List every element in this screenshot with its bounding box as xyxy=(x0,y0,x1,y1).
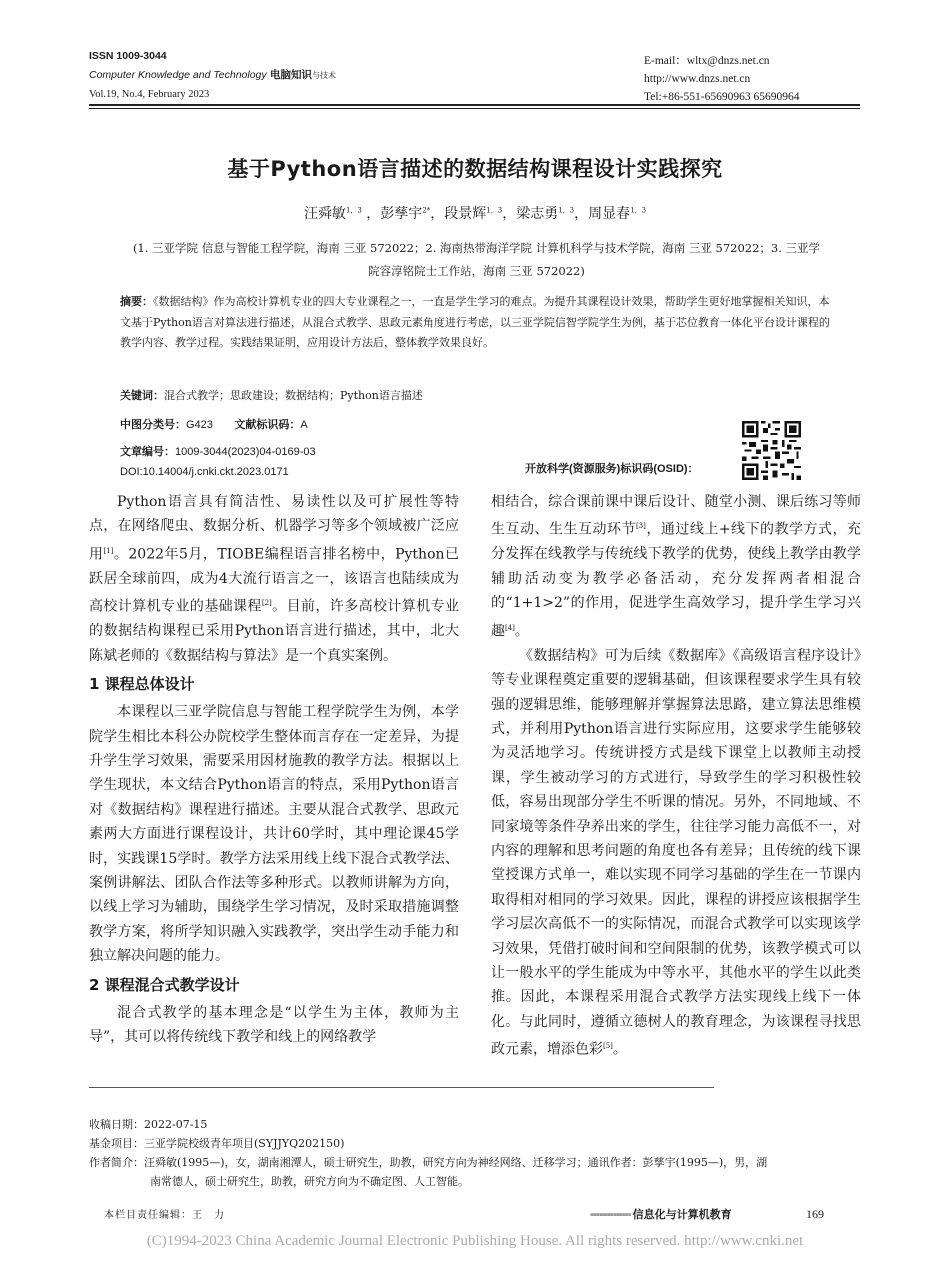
column-editor: 本栏目责任编辑：王 力 xyxy=(104,1210,225,1221)
journal-header-right xyxy=(644,52,800,106)
funding: 基金项目：三亚学院校级青年项目(SYJJYQ202150) xyxy=(89,1137,345,1150)
author: 梁志勇 xyxy=(516,206,559,222)
header-rule-thin xyxy=(89,108,860,109)
author: 段景辉 xyxy=(444,206,487,222)
osid-label: 开放科学(资源服务)标识码(OSID)： xyxy=(525,463,699,475)
citation[interactable]: [4] xyxy=(505,623,515,632)
section-heading: 1 课程总体设计 xyxy=(89,675,195,694)
abstract: 摘要：《数据结构》作为高校计算机专业的四大专业课程之一，一直是学生学习的难点。为提升其课程设计效果，帮助学生更好地掌握相关知识，本文基于Python语言对算法进行描述，从混合式教学、思政元素角度进行考虑，以三亚学院信智学院学生为例，基于芯位教育一体化平台设计课程的教学内容、教学过程。实践结果证明，应用设计方法后，整体教学效果良好。 xyxy=(120,295,830,349)
paper-title: 基于Python语言描述的数据结构课程设计实践探究 xyxy=(227,157,723,181)
body-column-left xyxy=(89,490,459,1049)
journal-section-tag: ▪▪▪▪▪▪▪▪▪▪▪▪▪▪ 信息化与计算机教育 xyxy=(590,1209,732,1221)
citation[interactable]: [1] xyxy=(103,546,114,555)
doi: DOI:10.14004/j.cnki.ckt.2023.0171 xyxy=(120,466,289,478)
website: http://www.dnzs.net.cn xyxy=(644,73,751,85)
affiliations: (1. 三亚学院 信息与智能工程学院，海南 三亚 572022；2. 海南热带海洋学院 计算机科学与技术学院，海南 三亚 572022；3. 三亚学 院容淳铭院士工作站，海南 三亚 572022) xyxy=(132,241,821,278)
author-bio: 作者简介：汪舜敏(1995—)，女，湖南湘潭人，硕士研究生，助教，研究方向为神经网络、迁移学习；通讯作者：彭孳宇(1995—)，男，湖 xyxy=(89,1156,768,1169)
paragraph: 《数据结构》可为后续《数据库》《高级语言程序设计》等专业课程奠定重要的逻辑基础，但该课程要求学生具有较强的逻辑思维，能够理解并掌握算法思路，建立算法思维模式，并利用Python语言进行实际应用，这要求学生能够较为灵活地学习。传统讲授方式是线下课堂上以教师主动授课，学生被动学习的方式进行，导致学生的学习积极性较低，容易出现部分学生不听课的情况。另外，不同地域、不同家境等条件孕养出来的学生，往往学习能力高低不一，对内容的理解和思考问题的角度也各有差异；且传统的线下课堂授课方式单一，难以实现不同学习基础的学生在一节课内取得相对相同的学习效果。因此，课程的讲授应该根据学生学习层次高低不一的实际情况，而混合式教学可以实现该学习效果，凭借打破时间和空间限制的优势，该教学模式可以让一般水平的学生能成为中等水平，其他水平的学生以此类推。因此，本课程采用混合式教学方法实现线上线下一体化。与此同时，遵循立德树人的教育理念，为该课程寻找思政元素，增添色彩[5]。 xyxy=(491,647,861,1058)
article-number: 文章编号：1009-3044(2023)04-0169-03 xyxy=(120,446,316,458)
paragraph: 相结合，综合课前课中课后设计、随堂小测、课后练习等师生互动、生生互动环节[3]，通过线上+线下的教学方式，充分发挥在线教学与传统线下教学的优势，使线上教学由教学辅助活动变为教学必备活动，充分发挥两者相混合的“1+1>2”的作用，促进学生高效学习，提升学生学习兴趣[4]。 xyxy=(491,494,861,640)
footnotes xyxy=(89,1115,864,1191)
journal-name: Computer Knowledge and Technology 电脑知识与技术 xyxy=(89,69,336,81)
qr-code-icon[interactable] xyxy=(742,421,801,480)
author: 周显春 xyxy=(588,206,631,222)
author: 彭孳宇 xyxy=(380,206,423,222)
citation[interactable]: [5] xyxy=(603,1042,613,1051)
journal-header-left xyxy=(89,47,336,104)
paragraph: Python语言具有简洁性、易读性以及可扩展性等特点，在网络爬虫、数据分析、机器学习等多个领域被广泛应用[1]。2022年5月，TIOBE编程语言排名榜中，Python已跃居全球前四，成为4大流行语言之一，该语言也陆续成为高校计算机专业的基础课程[2]。目前，许多高校计算机专业的数据结构课程已采用Python语言进行描述，其中，北大陈斌老师的《数据结构与算法》是一个真实案例。 xyxy=(89,494,460,664)
footnote-rule xyxy=(89,1087,714,1088)
dots-decoration: ▪▪▪▪▪▪▪▪▪▪▪▪▪▪ xyxy=(590,1209,633,1221)
email: E-mail：wltx@dnzs.net.cn xyxy=(644,55,770,67)
page-number: 169 xyxy=(806,1207,824,1221)
volume: Vol.19, No.4, February 2023 xyxy=(89,89,210,100)
citation[interactable]: [3] xyxy=(635,522,646,531)
citation[interactable]: [2] xyxy=(261,599,272,608)
paragraph: 本课程以三亚学院信息与智能工程学院学生为例，本学院学生相比本科公办院校学生整体而言存在一定差异，为提升学生学习效果，需要采用因材施教的教学方法。根据以上学生现状，本文结合Python语言的特点，采用Python语言对《数据结构》课程进行描述。主要从混合式教学、思政元素两大方面进行课程设计，共计60学时，其中理论课45学时，实践课15学时。教学方法采用线上线下混合式教学法、案例讲解法、团队合作法等多种形式。以教师讲解为方向，以线上学习为辅助，围绕学生学习情况，及时采取措施调整教学方案，将所学知识融入实践教学，突出学生动手能力和独立解决问题的能力。 xyxy=(89,704,459,965)
classification-code: 中图分类号：G423 文献标识码：A xyxy=(120,419,308,431)
issn: ISSN 1009-3044 xyxy=(89,50,167,62)
author-list: 汪舜敏$^{1,3}$ ，彭孳宇$^{2*}$，段景辉$^{1,3}$，梁志勇$^{1,3}$，周显春$^{1,3}$ xyxy=(303,206,647,222)
received-date: 收稿日期：2022-07-15 xyxy=(89,1118,208,1131)
paragraph: 混合式教学的基本理念是“以学生为主体，教师为主导”，其可以将传统线下教学和线上的网络教学 xyxy=(89,1004,459,1046)
copyright-watermark: (C)1994-2023 China Academic Journal Electronic Publishing House. All rights reserved. http://www.cnki.net xyxy=(146,1233,804,1249)
keywords: 关键词：混合式教学；思政建设；数据结构；Python语言描述 xyxy=(120,389,423,402)
section-heading: 2 课程混合式教学设计 xyxy=(89,975,240,994)
author: 汪舜敏 xyxy=(303,206,346,222)
header-rule xyxy=(89,104,860,106)
body-column-right xyxy=(491,490,861,1062)
author-bio-cont: 南常德人，硕士研究生，助教，研究方向为不确定图、人工智能。 xyxy=(150,1175,469,1188)
telephone: Tel:+86-551-65690963 65690964 xyxy=(644,91,800,103)
